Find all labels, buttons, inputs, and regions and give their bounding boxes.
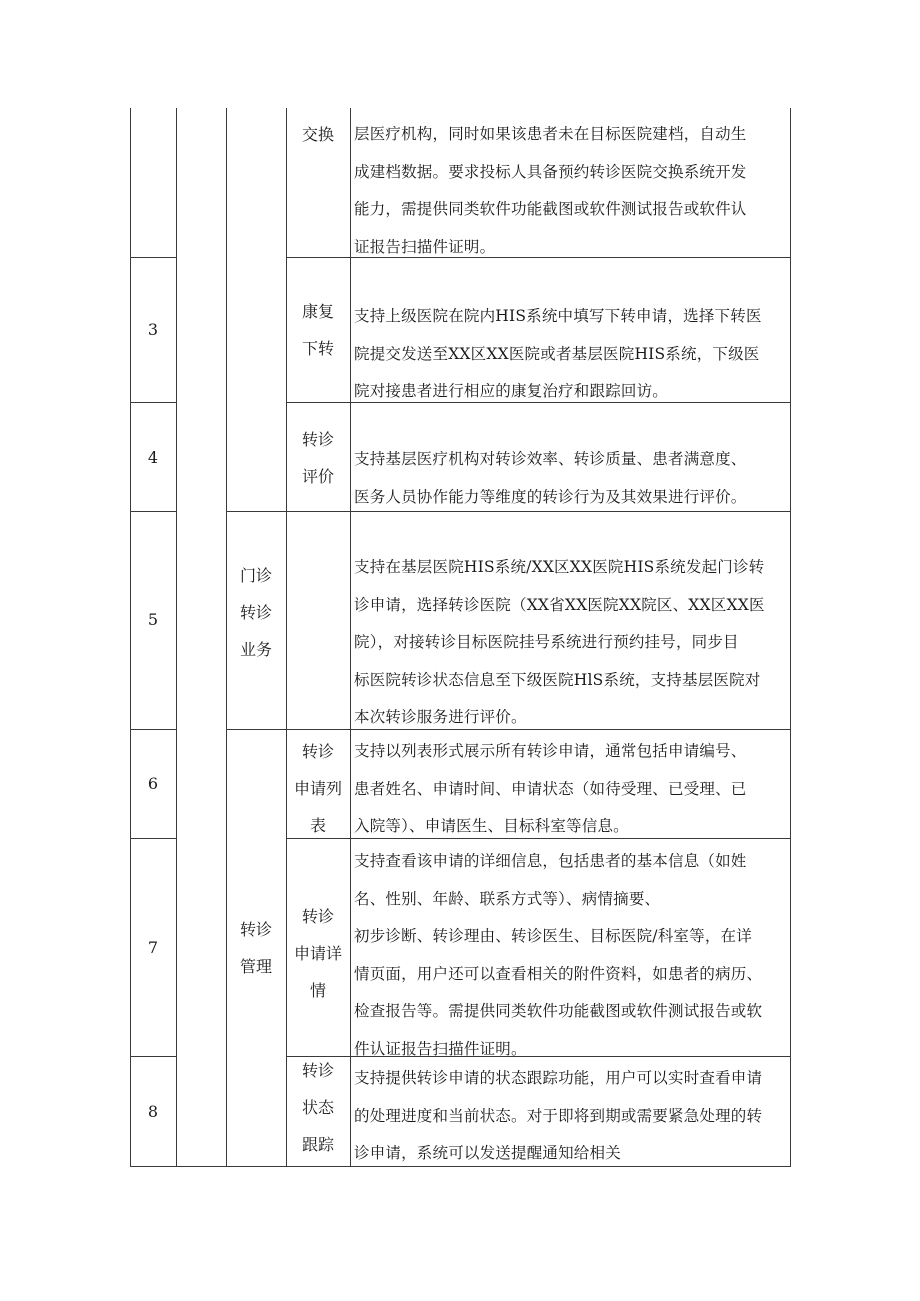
row-divider	[130, 729, 176, 730]
function-name: 转诊 评价	[301, 430, 334, 486]
function-description: 支持基层医疗机构对转诊效率、转诊质量、患者满意度、 医务人员协作能力等维度的转诊行为及其效果进行评价。	[354, 450, 747, 506]
function-description: 支持以列表形式展示所有转诊申请，通常包括申请编号、 患者姓名、申请时间、申请状态（如待受理、已受理、已 入院等）、申请医生、目标科室等信息。	[354, 742, 747, 835]
function-name: 转诊 状态 跟踪	[301, 1061, 334, 1154]
function-name: 康复 下转	[301, 302, 334, 358]
function-description: 支持在基层医院HIS系统/XX区XX医院HIS系统发起门诊转 诊申请，选择转诊医院（XX省XX医院XX院区、XX区XX医 院），对接转诊目标医院挂号系统进行预约挂号，同步目 标医院转诊状态信息至下级医院HlS系统，支持基层医院对 本次转诊服务进行评价。	[354, 558, 765, 726]
row-number: 4	[147, 448, 159, 467]
function-description: 支持提供转诊申请的状态跟踪功能，用户可以实时查看申请 的处理进度和当前状态。对于即将到期或需要紧急处理的转 诊申请，系统可以发送提醒通知给相关	[354, 1069, 763, 1162]
table-border-right	[790, 108, 791, 1167]
module-name: 门诊 转诊 业务	[239, 566, 272, 659]
function-name: 交换	[301, 125, 334, 144]
row-divider	[130, 511, 176, 512]
function-name: 转诊 申请列 表	[293, 742, 342, 835]
table-col-divider-1	[176, 108, 177, 1167]
row-divider	[130, 1056, 176, 1057]
row-divider	[130, 257, 176, 258]
module-name: 转诊 管理	[239, 920, 272, 976]
function-description: 支持上级医院在院内HIS系统中填写下转申请，选择下转医 院提交发送至XX区XX医院或者基层医院HIS系统，下级医 院对接患者进行相应的康复治疗和跟踪回访。	[354, 307, 762, 400]
function-name: 转诊 申请详 情	[293, 907, 342, 1000]
row-number: 3	[147, 320, 159, 339]
row-number: 8	[147, 1102, 159, 1121]
row-divider	[130, 402, 176, 403]
row-divider	[130, 838, 176, 839]
row-number: 7	[147, 938, 159, 957]
function-description: 支持查看该申请的详细信息，包括患者的基本信息（如姓 名、性别、年龄、联系方式等）、病情摘要、 初步诊断、转诊理由、转诊医生、目标医院/科室等，在详 情页面，用户还可以查看相关的附件资料，如患者的病历、 检查报告等。需提供同类软件功能截图或软件测试报告或软 件认证报告扫描件证明。	[354, 852, 763, 1058]
function-description: 层医疗机构，同时如果该患者未在目标医院建档，自动生 成建档数据。要求投标人具备预约转诊医院交换系统开发 能力，需提供同类软件功能截图或软件测试报告或软件认 证报告扫描件证明。	[354, 125, 747, 256]
table-col-divider-4	[350, 108, 351, 1167]
table-border-left	[130, 108, 131, 1167]
row-number: 6	[147, 774, 159, 793]
row-number: 5	[147, 610, 159, 629]
